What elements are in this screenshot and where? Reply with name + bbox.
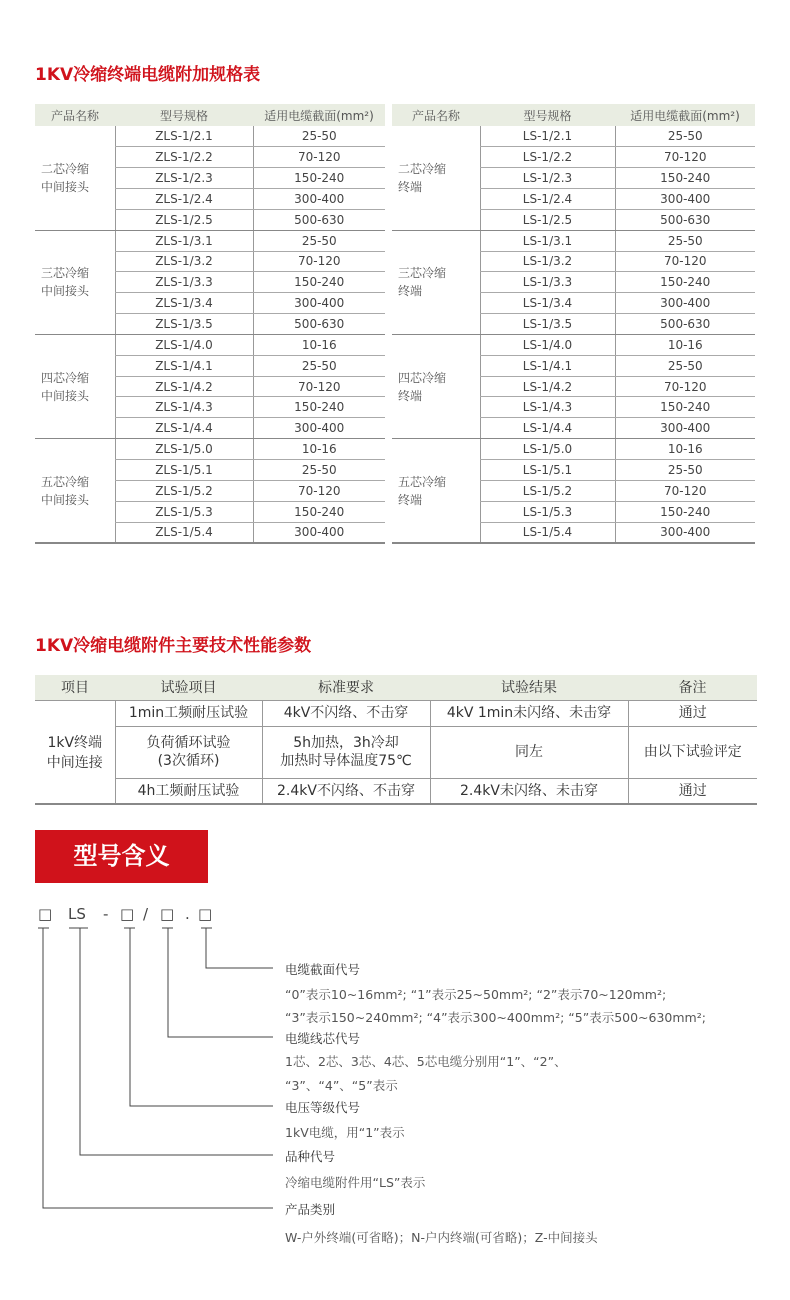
model-cell: LS-1/5.2 [480, 480, 615, 501]
model-cell: LS-1/3.4 [480, 293, 615, 314]
header-name: 产品名称 [392, 104, 480, 126]
model-cell: LS-1/5.0 [480, 439, 615, 460]
tech-header: 试验项目 [115, 675, 262, 700]
model-cell: ZLS-1/5.4 [115, 522, 253, 543]
legend-heading: 品种代号 [285, 1149, 336, 1164]
section-cell: 300-400 [253, 418, 385, 439]
section-cell: 70-120 [615, 376, 755, 397]
code-box: □ [198, 905, 213, 923]
model-cell: ZLS-1/2.4 [115, 189, 253, 210]
section-cell: 300-400 [615, 522, 755, 543]
model-cell: ZLS-1/2.1 [115, 126, 253, 147]
legend-description: 1芯、2芯、3芯、4芯、5芯电缆分别用“1”、“2”、 [285, 1054, 567, 1069]
section-cell: 25-50 [253, 126, 385, 147]
product-name: 二芯冷缩 中间接头 [35, 126, 115, 230]
model-cell: LS-1/5.4 [480, 522, 615, 543]
header-section: 适用电缆截面(mm²) [615, 104, 755, 126]
model-cell: LS-1/2.1 [480, 126, 615, 147]
section-cell: 150-240 [253, 272, 385, 293]
section-cell: 150-240 [615, 501, 755, 522]
model-cell: LS-1/4.3 [480, 397, 615, 418]
section-cell: 150-240 [253, 501, 385, 522]
section-cell: 150-240 [615, 272, 755, 293]
model-cell: ZLS-1/5.0 [115, 439, 253, 460]
tech-header: 项目 [35, 675, 115, 700]
legend-description: W-户外终端(可省略)；N-户内终端(可省略)；Z-中间接头 [285, 1230, 598, 1245]
model-cell: ZLS-1/4.4 [115, 418, 253, 439]
product-name: 二芯冷缩 终端 [392, 126, 480, 230]
code-box: □ [120, 905, 135, 923]
legend-heading: 电压等级代号 [285, 1100, 361, 1115]
header-section: 适用电缆截面(mm²) [253, 104, 385, 126]
section-cell: 25-50 [253, 230, 385, 251]
code-ls: LS [68, 905, 86, 923]
header-model: 型号规格 [115, 104, 253, 126]
model-cell: ZLS-1/3.5 [115, 314, 253, 335]
code-box: □ [38, 905, 53, 923]
model-cell: LS-1/2.4 [480, 189, 615, 210]
spec-table-title: 1KV冷缩终端电缆附加规格表 [35, 65, 261, 85]
model-cell: ZLS-1/3.3 [115, 272, 253, 293]
model-cell: LS-1/4.4 [480, 418, 615, 439]
tech-cell: 4h工频耐压试验 [115, 778, 262, 804]
section-cell: 70-120 [253, 376, 385, 397]
legend-description: “0”表示10~16mm²; “1”表示25~50mm²; “2”表示70~120mm²; [285, 987, 667, 1002]
section-cell: 300-400 [615, 189, 755, 210]
model-cell: ZLS-1/2.2 [115, 147, 253, 168]
tech-cell: 2.4kV不闪络、不击穿 [262, 778, 430, 804]
tech-cell: 通过 [628, 700, 757, 726]
tech-cell: 通过 [628, 778, 757, 804]
section-cell: 70-120 [615, 147, 755, 168]
tech-cell: 同左 [430, 726, 628, 778]
section-cell: 500-630 [253, 209, 385, 230]
model-cell: ZLS-1/2.3 [115, 168, 253, 189]
section-cell: 70-120 [253, 251, 385, 272]
section-cell: 500-630 [615, 209, 755, 230]
legend-heading: 产品类别 [285, 1202, 336, 1217]
section-cell: 70-120 [253, 480, 385, 501]
model-cell: ZLS-1/5.3 [115, 501, 253, 522]
model-cell: LS-1/3.2 [480, 251, 615, 272]
code-dot: . [185, 905, 190, 923]
section-cell: 25-50 [253, 460, 385, 481]
model-cell: LS-1/4.1 [480, 355, 615, 376]
model-cell: ZLS-1/3.2 [115, 251, 253, 272]
tech-header: 标准要求 [262, 675, 430, 700]
section-cell: 300-400 [615, 418, 755, 439]
tech-cell: 由以下试验评定 [628, 726, 757, 778]
section-cell: 25-50 [253, 355, 385, 376]
product-name: 三芯冷缩 终端 [392, 230, 480, 334]
product-name: 三芯冷缩 中间接头 [35, 230, 115, 334]
model-cell: ZLS-1/2.5 [115, 209, 253, 230]
model-cell: LS-1/2.2 [480, 147, 615, 168]
section-cell: 150-240 [615, 168, 755, 189]
section-cell: 150-240 [253, 397, 385, 418]
section-cell: 10-16 [615, 334, 755, 355]
model-cell: LS-1/3.5 [480, 314, 615, 335]
legend-heading: 电缆线芯代号 [285, 1031, 361, 1046]
tech-cell: 2.4kV未闪络、未击穿 [430, 778, 628, 804]
section-cell: 300-400 [615, 293, 755, 314]
tech-cell: 1min工频耐压试验 [115, 700, 262, 726]
section-cell: 70-120 [253, 147, 385, 168]
model-cell: LS-1/2.3 [480, 168, 615, 189]
legend-description: 1kV电缆，用“1”表示 [285, 1125, 405, 1140]
header-name: 产品名称 [35, 104, 115, 126]
code-slash: / [143, 905, 149, 923]
legend-description: 冷缩电缆附件用“LS”表示 [285, 1175, 426, 1190]
model-cell: LS-1/5.1 [480, 460, 615, 481]
model-cell: ZLS-1/5.1 [115, 460, 253, 481]
legend-description: “3”、“4”、“5”表示 [285, 1078, 398, 1093]
section-cell: 25-50 [615, 126, 755, 147]
model-cell: ZLS-1/4.0 [115, 334, 253, 355]
section-cell: 10-16 [615, 439, 755, 460]
section-cell: 70-120 [615, 251, 755, 272]
model-cell: LS-1/3.1 [480, 230, 615, 251]
section-cell: 25-50 [615, 355, 755, 376]
model-cell: ZLS-1/3.1 [115, 230, 253, 251]
tech-header: 试验结果 [430, 675, 628, 700]
model-cell: ZLS-1/4.1 [115, 355, 253, 376]
section-cell: 300-400 [253, 189, 385, 210]
model-cell: ZLS-1/3.4 [115, 293, 253, 314]
section-cell: 10-16 [253, 334, 385, 355]
model-cell: ZLS-1/4.2 [115, 376, 253, 397]
section-cell: 500-630 [615, 314, 755, 335]
section-cell: 150-240 [615, 397, 755, 418]
tech-cell: 4kV 1min未闪络、未击穿 [430, 700, 628, 726]
product-name: 四芯冷缩 终端 [392, 334, 480, 438]
section-cell: 150-240 [253, 168, 385, 189]
model-cell: ZLS-1/5.2 [115, 480, 253, 501]
tech-table-title: 1KV冷缩电缆附件主要技术性能参数 [35, 636, 312, 656]
tech-item: 1kV终端 中间连接 [35, 700, 115, 804]
model-cell: ZLS-1/4.3 [115, 397, 253, 418]
section-cell: 300-400 [253, 522, 385, 543]
header-model: 型号规格 [480, 104, 615, 126]
model-cell: LS-1/2.5 [480, 209, 615, 230]
tech-cell: 4kV不闪络、不击穿 [262, 700, 430, 726]
product-name: 五芯冷缩 终端 [392, 439, 480, 543]
section-cell: 25-50 [615, 230, 755, 251]
section-cell: 10-16 [253, 439, 385, 460]
section-cell: 70-120 [615, 480, 755, 501]
section-cell: 300-400 [253, 293, 385, 314]
code-box: □ [160, 905, 175, 923]
tech-header: 备注 [628, 675, 757, 700]
tech-cell: 5h加热，3h冷却 加热时导体温度75℃ [262, 726, 430, 778]
model-cell: LS-1/4.2 [480, 376, 615, 397]
model-cell: LS-1/4.0 [480, 334, 615, 355]
product-name: 四芯冷缩 中间接头 [35, 334, 115, 438]
model-meaning-banner: 型号含义 [35, 830, 208, 883]
legend-description: “3”表示150~240mm²; “4”表示300~400mm²; “5”表示500~630mm²; [285, 1010, 706, 1025]
section-cell: 25-50 [615, 460, 755, 481]
model-cell: LS-1/5.3 [480, 501, 615, 522]
code-dash: - [103, 905, 109, 923]
section-cell: 500-630 [253, 314, 385, 335]
legend-heading: 电缆截面代号 [285, 962, 361, 977]
model-cell: LS-1/3.3 [480, 272, 615, 293]
tech-cell: 负荷循环试验 (3次循环) [115, 726, 262, 778]
product-name: 五芯冷缩 中间接头 [35, 439, 115, 543]
